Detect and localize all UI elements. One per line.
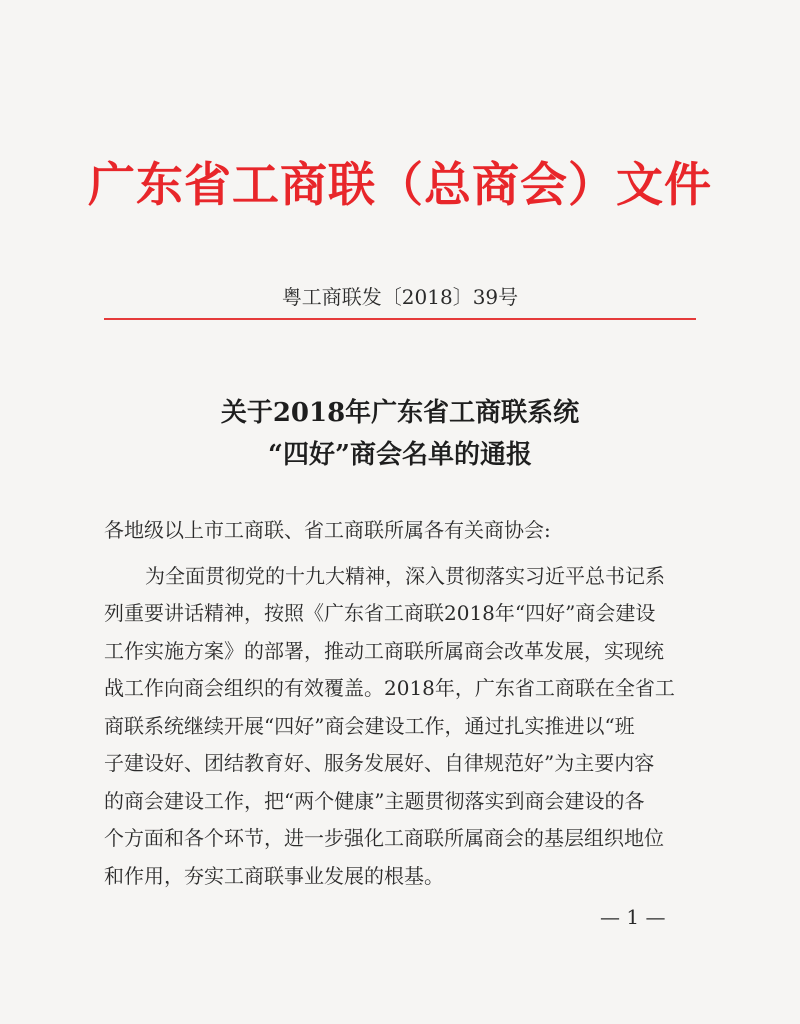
salutation: 各地级以上市工商联、省工商联所属各有关商协会: xyxy=(104,518,551,542)
body-line: 个方面和各个环节，进一步强化工商联所属商会的基层组织地位 xyxy=(104,826,664,850)
body-line: 战工作向商会组织的有效覆盖。2018年，广东省工商联在全省工 xyxy=(104,676,675,700)
document-header-title: 广东省工商联（总商会）文件 xyxy=(88,158,712,213)
body-line: 列重要讲话精神，按照《广东省工商联2018年“四好”商会建设 xyxy=(104,601,656,625)
red-divider-line xyxy=(104,318,696,320)
page-number: — 1 — xyxy=(600,905,666,929)
body-line: 商联系统继续开展“四好”商会建设工作，通过扎实推进以“班 xyxy=(104,714,635,738)
body-line: 的商会建设工作，把“两个健康”主题贯彻落实到商会建设的各 xyxy=(104,789,645,813)
notice-title-line-1: 关于2018年广东省工商联系统 xyxy=(220,398,580,428)
notice-title-line-2: “四好”商会名单的通报 xyxy=(268,440,532,470)
body-line: 子建设好、团结教育好、服务发展好、自律规范好”为主要内容 xyxy=(104,751,655,775)
body-line: 工作实施方案》的部署，推动工商联所属商会改革发展，实现统 xyxy=(104,639,664,663)
body-line: 和作用，夯实工商联事业发展的根基。 xyxy=(104,864,444,888)
body-line: 为全面贯彻党的十九大精神，深入贯彻落实习近平总书记系 xyxy=(145,564,665,588)
document-number: 粤工商联发〔2018〕39号 xyxy=(281,285,519,309)
